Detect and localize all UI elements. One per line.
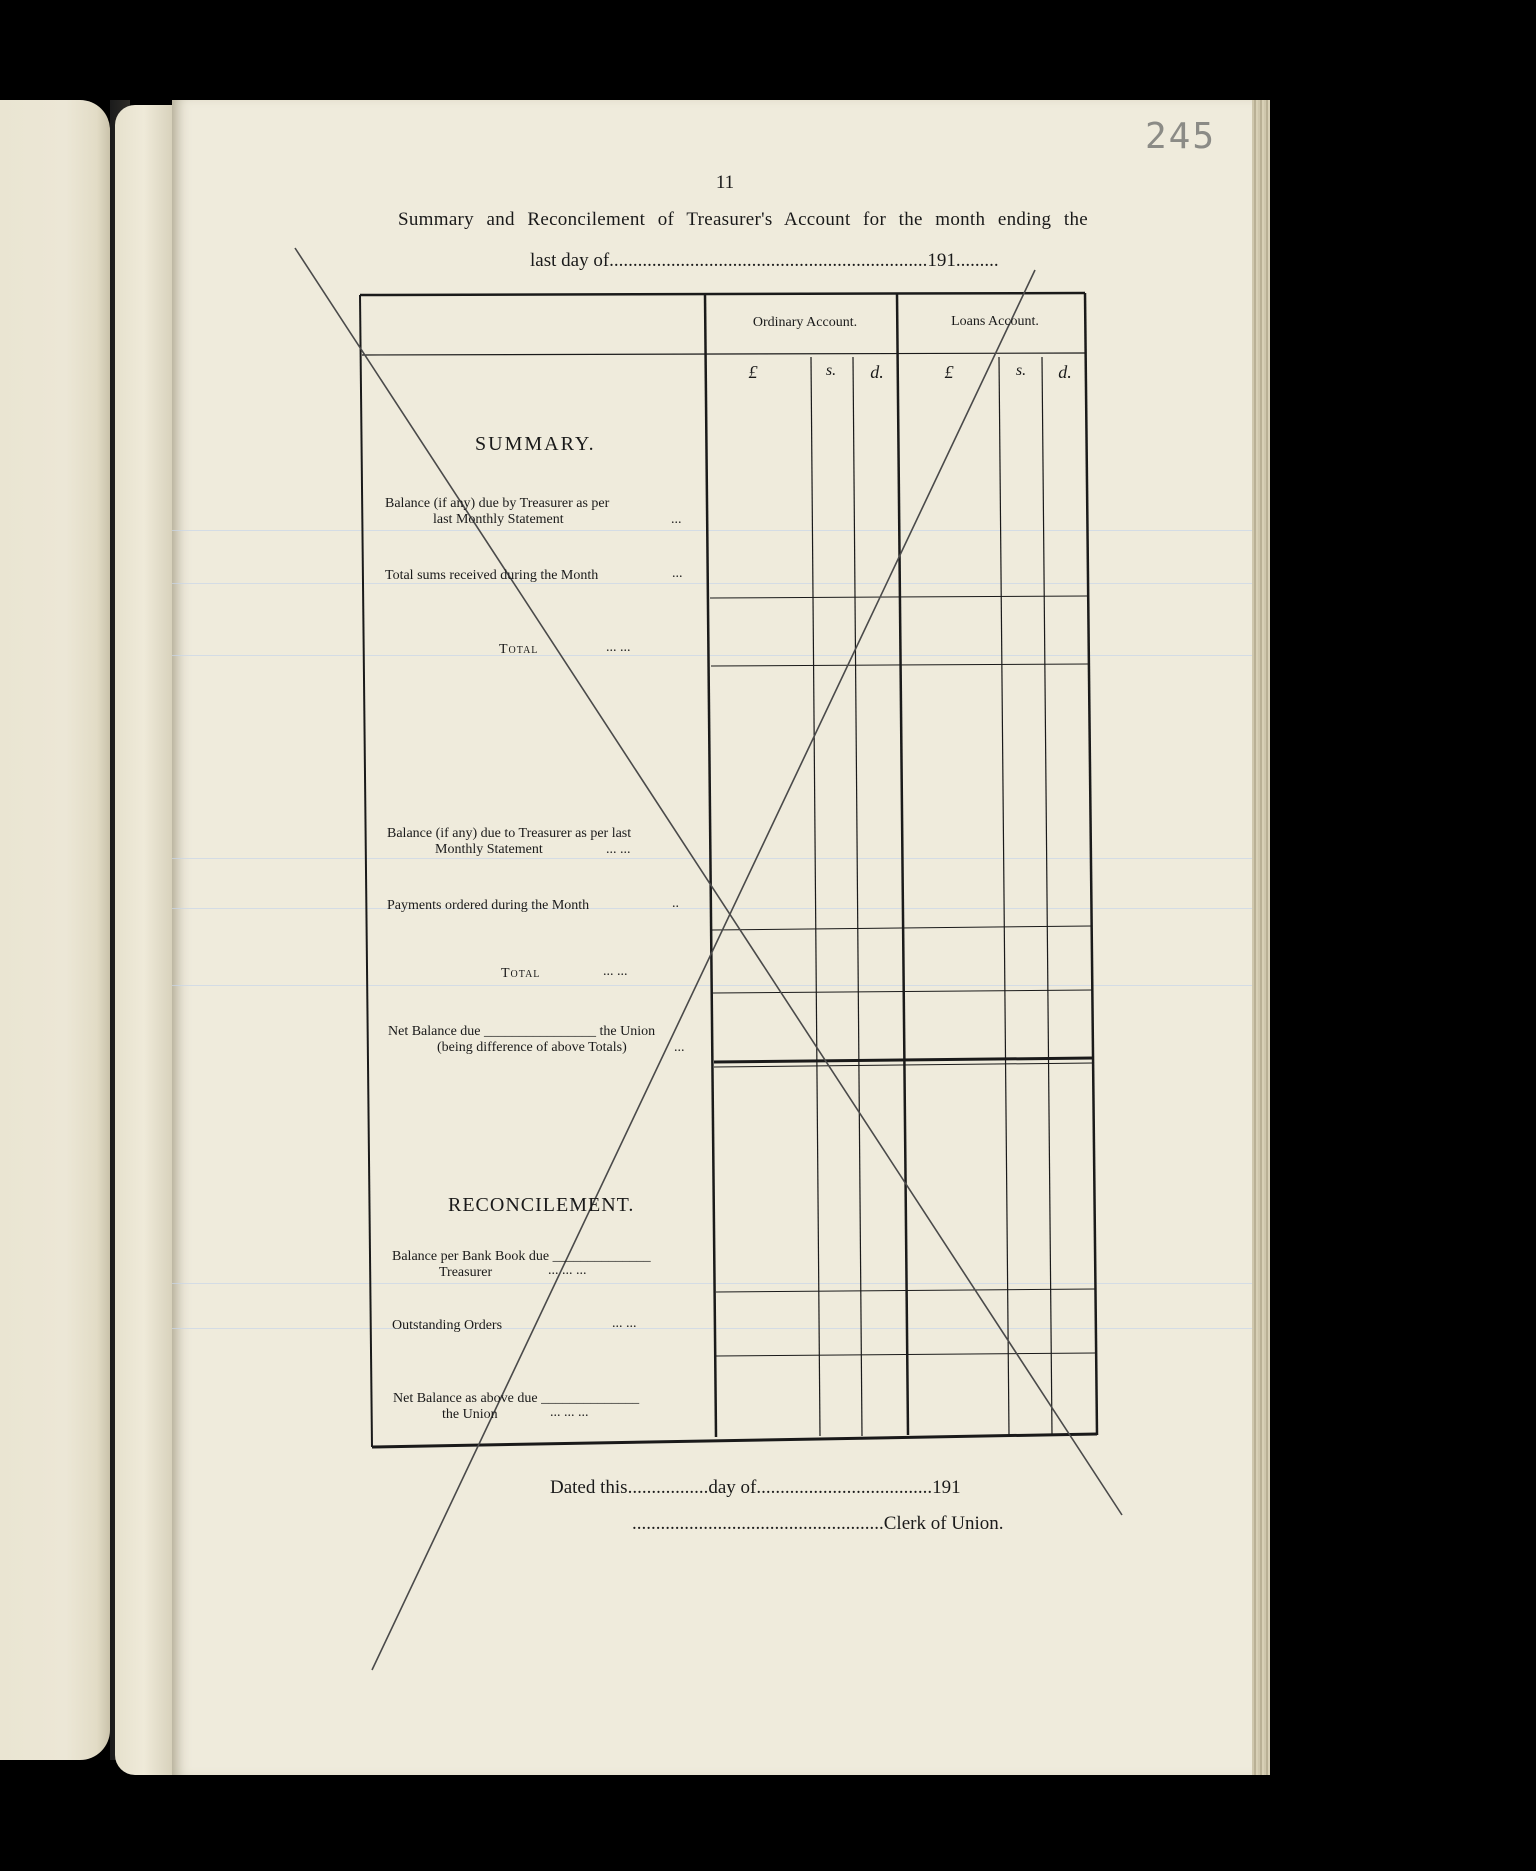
leader-dots: ... ... ... [548, 1263, 587, 1278]
row-label: Monthly Statement [435, 842, 543, 857]
loans-left-rule [897, 294, 908, 1435]
row-label: the Union [442, 1407, 498, 1422]
page-number-stamp: 245 [1145, 116, 1217, 157]
total-label: Total [499, 642, 539, 657]
loans-account-header: Loans Account. [951, 314, 1039, 329]
row-label: Balance (if any) due to Treasurer as per last [387, 826, 632, 841]
leader-dots: ... [671, 512, 682, 527]
header-rule [362, 353, 1085, 355]
leader-dots: ... ... ... [550, 1405, 589, 1420]
unit-pence: d. [870, 362, 884, 382]
leader-dots: ... [672, 566, 683, 581]
row-label: Total sums received during the Month [385, 568, 599, 583]
unit-shillings: s. [1015, 362, 1027, 379]
ordinary-s-rule [811, 357, 820, 1436]
payments-subtotal-rule [712, 926, 1091, 930]
row-label: (being difference of above Totals) [437, 1040, 627, 1055]
unit-pence: d. [1058, 362, 1072, 382]
form-title-date-line: last day of...................................................................191......... [530, 250, 999, 271]
table-right-rule [1085, 293, 1097, 1435]
row-label: last Monthly Statement [433, 512, 564, 527]
ordinary-d-rule [853, 357, 862, 1436]
ordinary-left-rule [705, 295, 716, 1437]
leader-dots: ... ... [606, 842, 631, 857]
row-label: Net Balance as above due ______________ [393, 1391, 640, 1406]
reconcilement-heading: RECONCILEMENT. [448, 1194, 635, 1216]
ordinary-account-header: Ordinary Account. [752, 315, 858, 330]
unit-pounds: £ [748, 362, 758, 382]
folio-number: 11 [715, 172, 735, 193]
form-title: Summary and Reconcilement of Treasurer's Account for the month ending the [398, 209, 1088, 230]
table-left-rule [360, 295, 372, 1447]
dated-line: Dated this.................day of.....................................191 [550, 1477, 961, 1498]
leader-dots: ... ... [612, 1316, 637, 1331]
loans-s-rule [999, 357, 1009, 1435]
row-label: Net Balance due ________________ the Union [388, 1024, 656, 1039]
table-top-rule [360, 293, 1085, 295]
clerk-signature-line: .....................................................Clerk of Union. [632, 1513, 1004, 1534]
unit-shillings: s. [825, 362, 837, 379]
row-label: Treasurer [439, 1265, 493, 1280]
summary-heading: SUMMARY. [475, 433, 596, 455]
total-label: Total [501, 966, 541, 981]
leader-dots: .. [672, 896, 679, 911]
reconcile-rule-2 [716, 1353, 1095, 1356]
unit-pounds: £ [944, 362, 954, 382]
row-label: Balance (if any) due by Treasurer as per [385, 496, 610, 511]
loans-d-rule [1042, 357, 1052, 1435]
row-label: Payments ordered during the Month [387, 898, 590, 913]
leader-dots: ... [674, 1040, 685, 1055]
leader-dots: ... ... [606, 640, 631, 655]
net-balance-double-rule [714, 1058, 1093, 1062]
row-label: Outstanding Orders [392, 1318, 503, 1333]
row-label: Balance per Bank Book due ______________ [392, 1249, 651, 1264]
leader-dots: ... ... [603, 964, 628, 979]
cancel-stroke-2 [372, 270, 1035, 1670]
